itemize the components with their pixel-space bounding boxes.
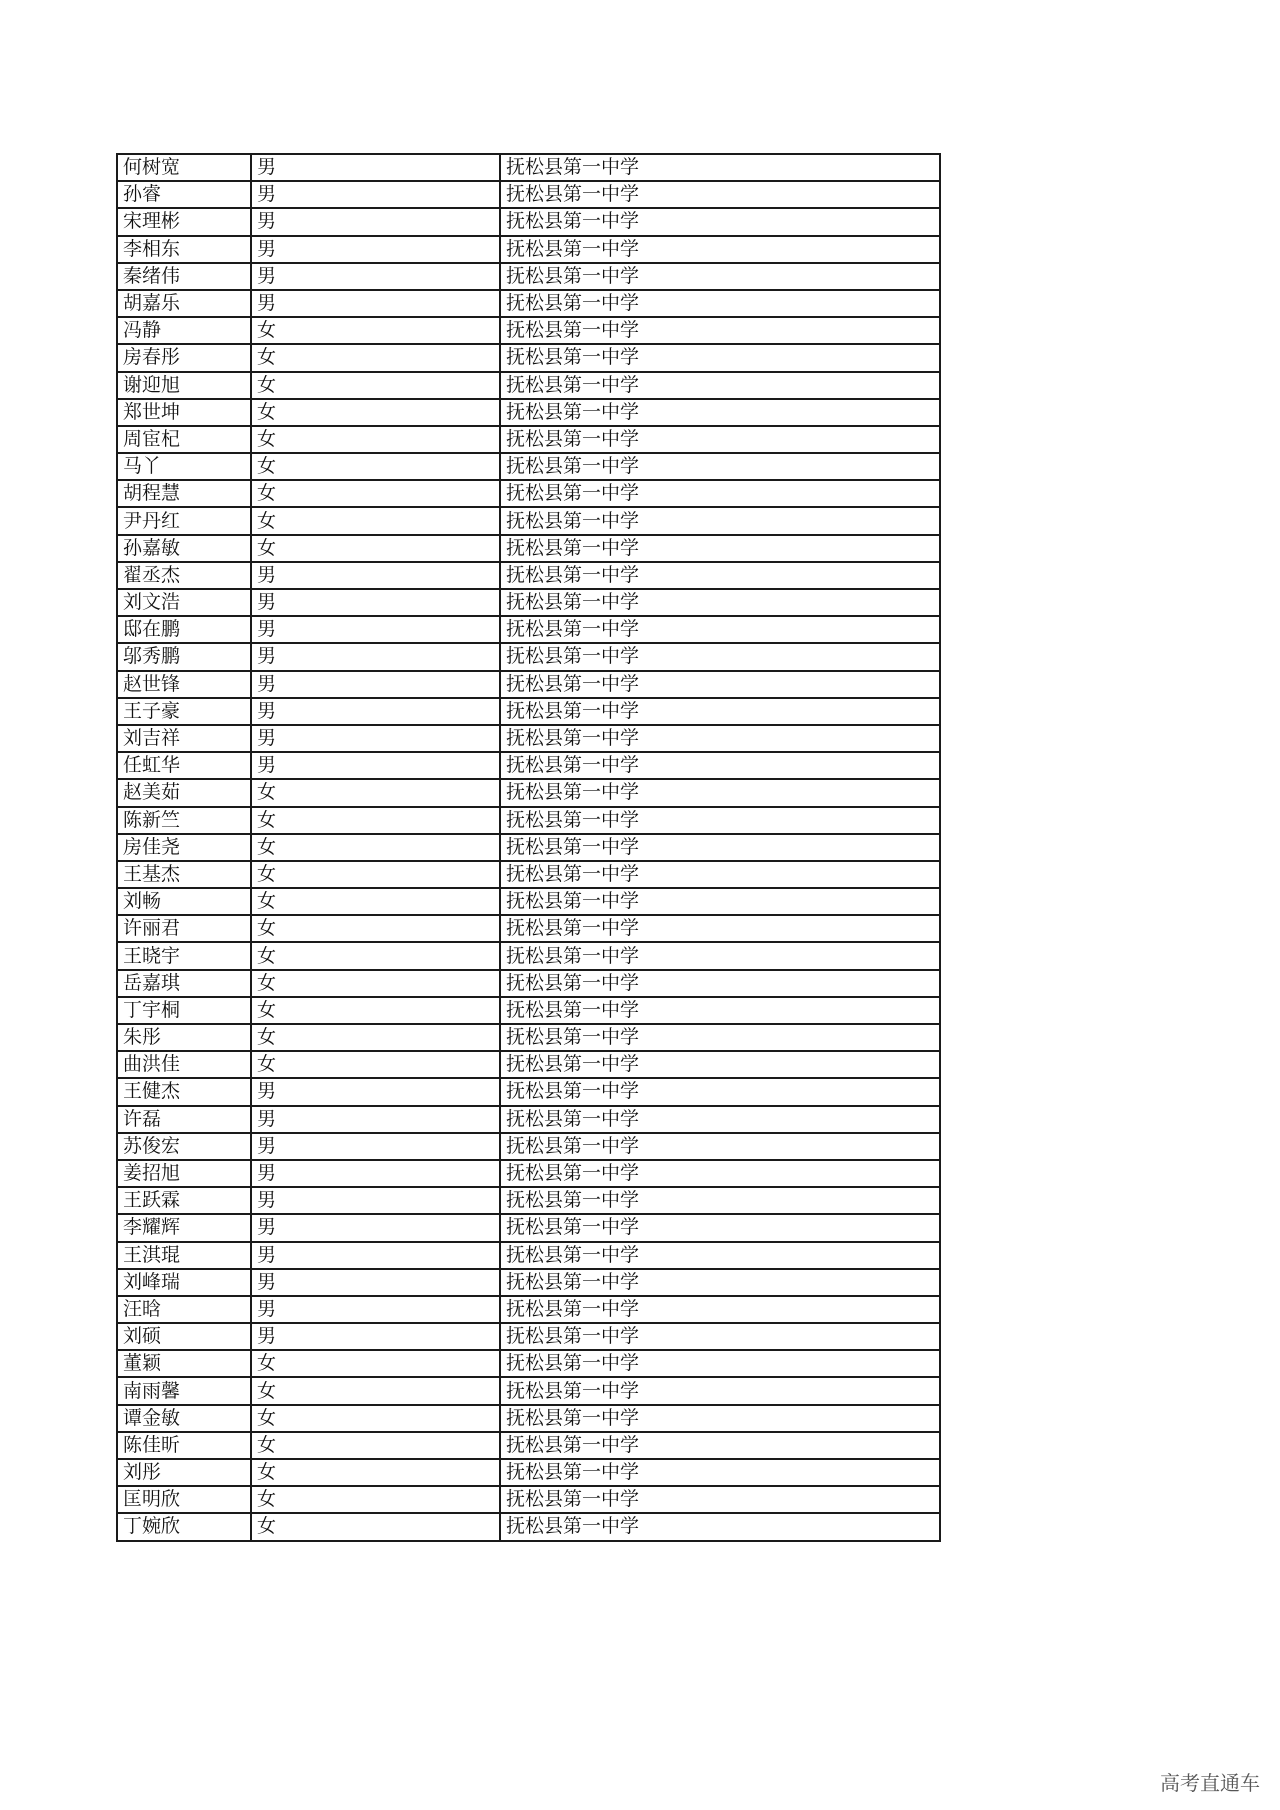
gender-cell: 女 [251,317,500,344]
gender-cell: 女 [251,507,500,534]
student-name-cell: 郑世坤 [117,399,251,426]
gender-cell: 男 [251,1214,500,1241]
gender-cell: 女 [251,942,500,969]
gender-cell: 男 [251,752,500,779]
gender-cell: 男 [251,643,500,670]
table-row [117,997,940,1024]
school-cell: 抚松县第一中学 [500,616,940,643]
school-cell: 抚松县第一中学 [500,1269,940,1296]
table-row [117,888,940,915]
student-name-cell: 赵美茹 [117,779,251,806]
table-row [117,589,940,616]
gender-cell: 男 [251,208,500,235]
student-name-cell: 刘峰瑞 [117,1269,251,1296]
school-cell: 抚松县第一中学 [500,1078,940,1105]
student-name-cell: 刘文浩 [117,589,251,616]
student-name-cell: 朱彤 [117,1024,251,1051]
gender-cell: 女 [251,535,500,562]
school-cell: 抚松县第一中学 [500,1187,940,1214]
student-name-cell: 王健杰 [117,1078,251,1105]
gender-cell: 女 [251,970,500,997]
school-cell: 抚松县第一中学 [500,344,940,371]
student-name-cell: 任虹华 [117,752,251,779]
student-name-cell: 许磊 [117,1106,251,1133]
school-cell: 抚松县第一中学 [500,507,940,534]
gender-cell: 男 [251,1133,500,1160]
gender-cell: 女 [251,1377,500,1404]
table-row [117,725,940,752]
student-name-cell: 南雨馨 [117,1377,251,1404]
student-name-cell: 匡明欣 [117,1486,251,1513]
school-cell: 抚松县第一中学 [500,154,940,181]
table-row [117,1486,940,1513]
gender-cell: 男 [251,1296,500,1323]
table-row [117,1024,940,1051]
table-row [117,616,940,643]
table-row [117,208,940,235]
table-row [117,942,940,969]
school-cell: 抚松县第一中学 [500,1405,940,1432]
school-cell: 抚松县第一中学 [500,997,940,1024]
gender-cell: 女 [251,399,500,426]
student-name-cell: 丁宇桐 [117,997,251,1024]
table-row [117,181,940,208]
gender-cell: 女 [251,1486,500,1513]
school-cell: 抚松县第一中学 [500,643,940,670]
student-name-cell: 许丽君 [117,915,251,942]
school-cell: 抚松县第一中学 [500,1432,940,1459]
school-cell: 抚松县第一中学 [500,562,940,589]
table-row [117,1160,940,1187]
table-row [117,1242,940,1269]
school-cell: 抚松县第一中学 [500,1459,940,1486]
table-row [117,399,940,426]
school-cell: 抚松县第一中学 [500,317,940,344]
gender-cell: 男 [251,616,500,643]
gender-cell: 男 [251,725,500,752]
student-name-cell: 宋理彬 [117,208,251,235]
student-name-cell: 房佳尧 [117,834,251,861]
table-row [117,1323,940,1350]
gender-cell: 男 [251,263,500,290]
table-row [117,779,940,806]
table-row [117,1296,940,1323]
school-cell: 抚松县第一中学 [500,426,940,453]
student-name-cell: 陈新竺 [117,807,251,834]
student-name-cell: 谭金敏 [117,1405,251,1432]
gender-cell: 男 [251,236,500,263]
school-cell: 抚松县第一中学 [500,1350,940,1377]
gender-cell: 女 [251,888,500,915]
student-name-cell: 谢迎旭 [117,372,251,399]
school-cell: 抚松县第一中学 [500,263,940,290]
student-name-cell: 刘畅 [117,888,251,915]
gender-cell: 男 [251,1106,500,1133]
student-name-cell: 邸在鹏 [117,616,251,643]
gender-cell: 女 [251,779,500,806]
student-name-cell: 孙嘉敏 [117,535,251,562]
student-name-cell: 何树宽 [117,154,251,181]
table-row [117,915,940,942]
school-cell: 抚松县第一中学 [500,372,940,399]
school-cell: 抚松县第一中学 [500,1024,940,1051]
student-name-cell: 胡嘉乐 [117,290,251,317]
student-name-cell: 丁婉欣 [117,1513,251,1540]
school-cell: 抚松县第一中学 [500,915,940,942]
table-row [117,752,940,779]
student-name-cell: 尹丹红 [117,507,251,534]
student-name-cell: 秦绪伟 [117,263,251,290]
table-row [117,1350,940,1377]
school-cell: 抚松县第一中学 [500,725,940,752]
school-cell: 抚松县第一中学 [500,942,940,969]
student-name-cell: 苏俊宏 [117,1133,251,1160]
student-name-cell: 邬秀鹏 [117,643,251,670]
school-cell: 抚松县第一中学 [500,888,940,915]
table-row [117,317,940,344]
gender-cell: 男 [251,1187,500,1214]
student-name-cell: 冯静 [117,317,251,344]
gender-cell: 男 [251,181,500,208]
student-name-cell: 王跃霖 [117,1187,251,1214]
student-name-cell: 刘吉祥 [117,725,251,752]
gender-cell: 女 [251,453,500,480]
school-cell: 抚松县第一中学 [500,1377,940,1404]
school-cell: 抚松县第一中学 [500,1486,940,1513]
table-row [117,562,940,589]
table-row [117,1269,940,1296]
school-cell: 抚松县第一中学 [500,1296,940,1323]
table-row [117,426,940,453]
table-row [117,1078,940,1105]
table-row [117,344,940,371]
school-cell: 抚松县第一中学 [500,399,940,426]
student-name-cell: 王淇琨 [117,1242,251,1269]
gender-cell: 男 [251,589,500,616]
table-row [117,1106,940,1133]
school-cell: 抚松县第一中学 [500,1323,940,1350]
school-cell: 抚松县第一中学 [500,698,940,725]
gender-cell: 男 [251,1323,500,1350]
table-row [117,643,940,670]
school-cell: 抚松县第一中学 [500,181,940,208]
school-cell: 抚松县第一中学 [500,752,940,779]
table-row [117,480,940,507]
table-row [117,290,940,317]
student-name-cell: 王晓宇 [117,942,251,969]
school-cell: 抚松县第一中学 [500,1051,940,1078]
gender-cell: 女 [251,997,500,1024]
gender-cell: 男 [251,1160,500,1187]
school-cell: 抚松县第一中学 [500,807,940,834]
table-row [117,698,940,725]
gender-cell: 女 [251,344,500,371]
student-name-cell: 马丫 [117,453,251,480]
school-cell: 抚松县第一中学 [500,480,940,507]
table-row [117,1051,940,1078]
table-row [117,834,940,861]
gender-cell: 女 [251,1459,500,1486]
gender-cell: 女 [251,915,500,942]
table-row [117,1459,940,1486]
student-name-cell: 刘硕 [117,1323,251,1350]
gender-cell: 男 [251,671,500,698]
school-cell: 抚松县第一中学 [500,861,940,888]
gender-cell: 女 [251,861,500,888]
school-cell: 抚松县第一中学 [500,1160,940,1187]
student-name-cell: 王基杰 [117,861,251,888]
gender-cell: 女 [251,1024,500,1051]
gender-cell: 女 [251,480,500,507]
table-row [117,1187,940,1214]
table-row [117,861,940,888]
gender-cell: 男 [251,1269,500,1296]
table-row [117,807,940,834]
table-row [117,453,940,480]
school-cell: 抚松县第一中学 [500,1106,940,1133]
student-name-cell: 房春彤 [117,344,251,371]
school-cell: 抚松县第一中学 [500,589,940,616]
school-cell: 抚松县第一中学 [500,535,940,562]
table-row [117,671,940,698]
gender-cell: 男 [251,154,500,181]
gender-cell: 男 [251,290,500,317]
gender-cell: 女 [251,1051,500,1078]
school-cell: 抚松县第一中学 [500,671,940,698]
school-cell: 抚松县第一中学 [500,453,940,480]
school-cell: 抚松县第一中学 [500,208,940,235]
table-row [117,970,940,997]
gender-cell: 女 [251,1513,500,1540]
table-row [117,507,940,534]
gender-cell: 女 [251,834,500,861]
gender-cell: 女 [251,426,500,453]
watermark: 高考直通车 [1160,1771,1260,1795]
gender-cell: 女 [251,807,500,834]
school-cell: 抚松县第一中学 [500,1214,940,1241]
gender-cell: 男 [251,562,500,589]
student-name-cell: 孙睿 [117,181,251,208]
table-row [117,1133,940,1160]
student-name-cell: 李相东 [117,236,251,263]
student-name-cell: 赵世锋 [117,671,251,698]
student-name-cell: 周宦杞 [117,426,251,453]
table-row [117,263,940,290]
gender-cell: 女 [251,1350,500,1377]
table-row [117,372,940,399]
student-name-cell: 陈佳昕 [117,1432,251,1459]
gender-cell: 女 [251,1432,500,1459]
gender-cell: 女 [251,1405,500,1432]
school-cell: 抚松县第一中学 [500,779,940,806]
school-cell: 抚松县第一中学 [500,834,940,861]
student-name-cell: 姜招旭 [117,1160,251,1187]
table-row [117,1513,940,1540]
table-row [117,154,940,181]
table-row [117,535,940,562]
student-name-cell: 翟丞杰 [117,562,251,589]
student-name-cell: 董颖 [117,1350,251,1377]
table-row [117,1432,940,1459]
student-name-cell: 刘彤 [117,1459,251,1486]
school-cell: 抚松县第一中学 [500,1133,940,1160]
student-name-cell: 汪晗 [117,1296,251,1323]
gender-cell: 男 [251,1242,500,1269]
school-cell: 抚松县第一中学 [500,1242,940,1269]
table-row [117,1214,940,1241]
student-table [116,153,941,1542]
gender-cell: 男 [251,698,500,725]
school-cell: 抚松县第一中学 [500,290,940,317]
student-name-cell: 岳嘉琪 [117,970,251,997]
gender-cell: 男 [251,1078,500,1105]
school-cell: 抚松县第一中学 [500,1513,940,1540]
student-name-cell: 曲洪佳 [117,1051,251,1078]
school-cell: 抚松县第一中学 [500,970,940,997]
table-row [117,1405,940,1432]
student-name-cell: 王子豪 [117,698,251,725]
student-table-body [117,154,940,1541]
student-name-cell: 李耀辉 [117,1214,251,1241]
school-cell: 抚松县第一中学 [500,236,940,263]
table-row [117,1377,940,1404]
gender-cell: 女 [251,372,500,399]
student-name-cell: 胡程慧 [117,480,251,507]
table-row [117,236,940,263]
